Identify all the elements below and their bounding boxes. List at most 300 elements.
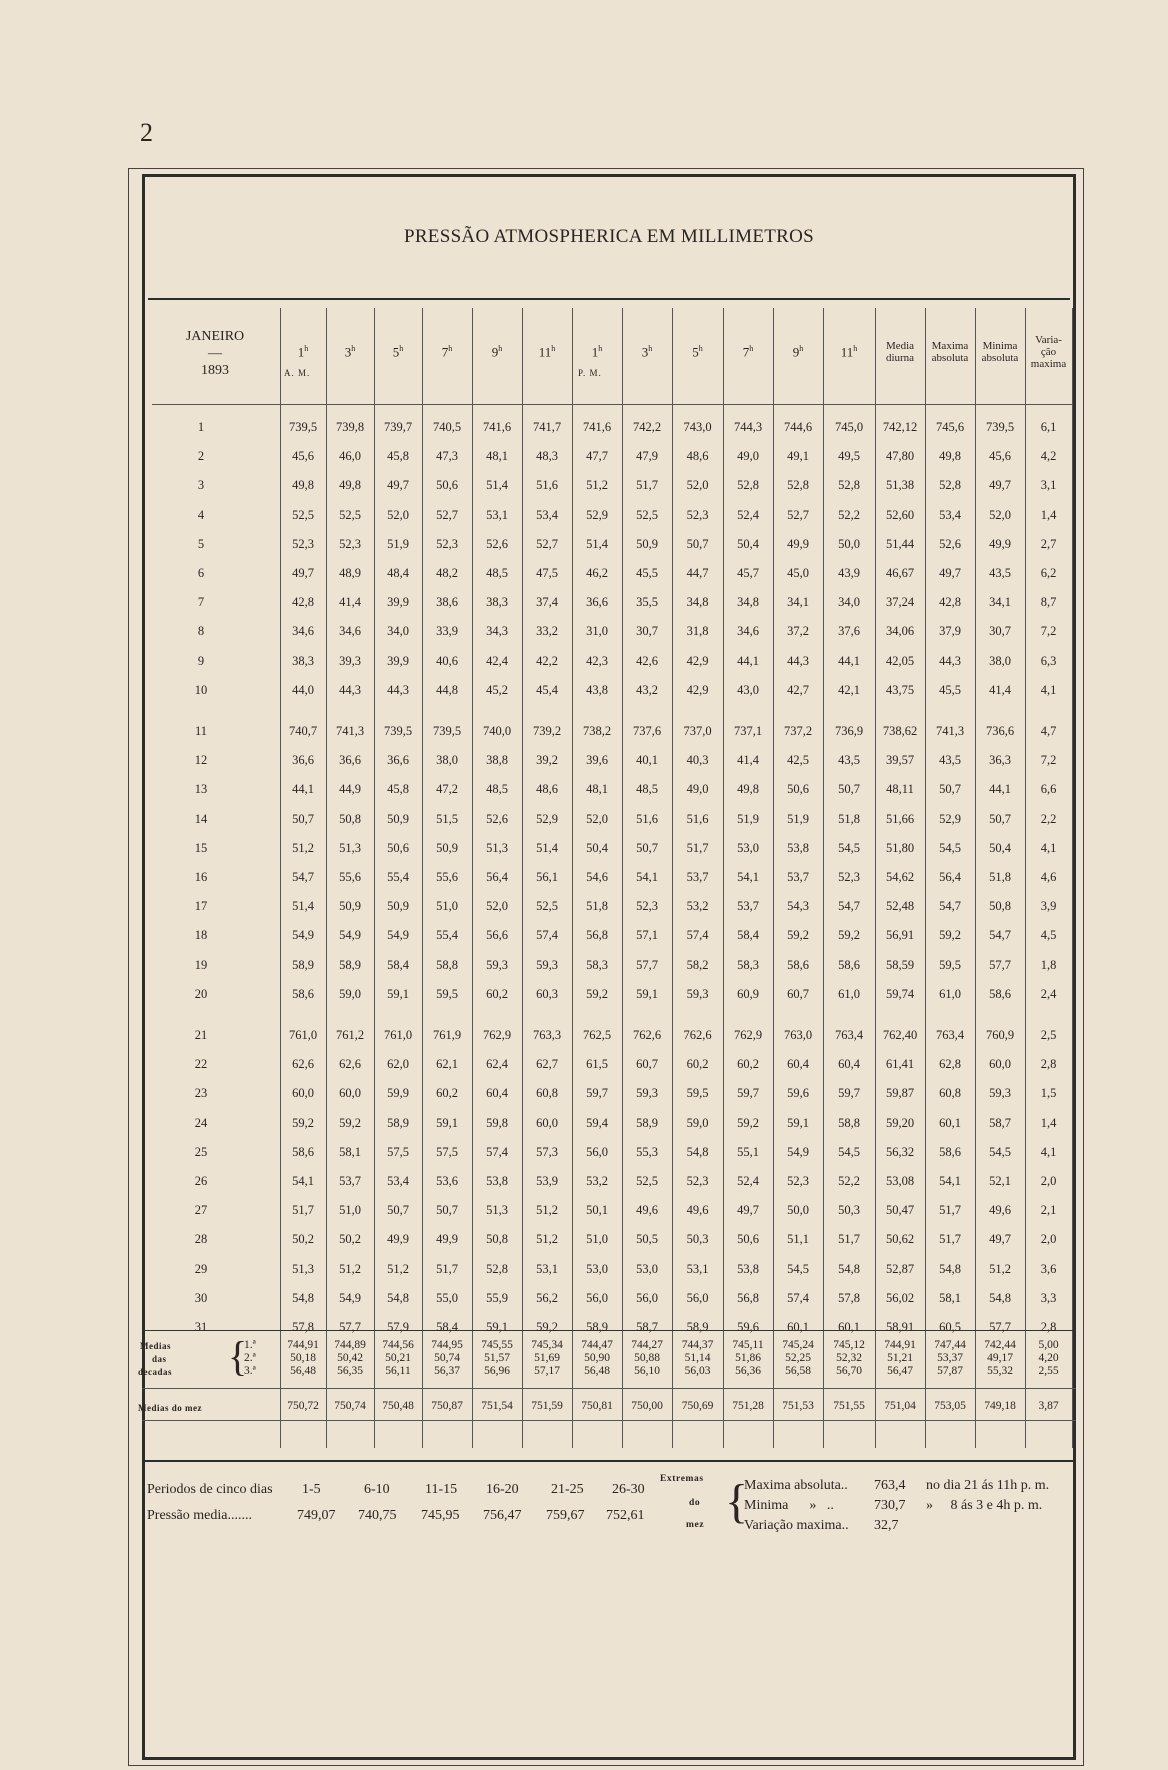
table-cell: 52,6 xyxy=(486,536,508,551)
table-cell: 42,5 xyxy=(787,753,809,768)
table-cell: 49,8 xyxy=(339,478,361,493)
table-cell: 761,0 xyxy=(288,1028,318,1042)
table-cell: 50,7 xyxy=(636,840,658,855)
table-cell: 53,4 xyxy=(939,507,961,522)
table-cell: 50,0 xyxy=(838,536,860,551)
month-mean-cell: 753,05 xyxy=(934,1400,966,1412)
header-media-diurna xyxy=(875,300,925,404)
table-cell: 7,2 xyxy=(1040,753,1057,768)
day-number: 30 xyxy=(194,1290,208,1305)
table-cell: 4,6 xyxy=(1040,870,1057,884)
table-cell: 60,0 xyxy=(292,1086,314,1101)
table-cell: 41,4 xyxy=(737,753,759,768)
table-cell: 42,7 xyxy=(787,682,809,697)
table-cell: 56,0 xyxy=(586,1290,608,1305)
table-cell: 52,7 xyxy=(436,507,458,522)
table-cell: 58,8 xyxy=(436,957,458,972)
table-cell: 58,9 xyxy=(292,957,314,972)
day-number: 13 xyxy=(194,782,208,797)
decade-mean-cell: 50,21 xyxy=(385,1352,411,1364)
table-cell: 55,6 xyxy=(339,870,361,884)
day-number: 26 xyxy=(194,1174,208,1188)
table-cell: 49,7 xyxy=(989,478,1011,493)
header-minima-absoluta xyxy=(975,300,1025,404)
table-cell: 3,3 xyxy=(1040,1290,1057,1305)
table-cell: 42,3 xyxy=(586,653,608,668)
table-cell: 53,4 xyxy=(536,507,558,522)
table-cell: 62,1 xyxy=(436,1057,458,1072)
day-number: 18 xyxy=(194,928,208,943)
table-cell: 737,0 xyxy=(683,724,712,738)
table-cell: 51,1 xyxy=(787,1232,809,1247)
table-cell: 52,9 xyxy=(586,507,608,522)
decade-mean-cell: 57,17 xyxy=(534,1365,560,1377)
day-number: 1 xyxy=(197,420,205,434)
table-cell: 52,9 xyxy=(939,811,961,826)
table-cell: 52,60 xyxy=(885,507,915,522)
column-header-hour xyxy=(723,300,773,404)
table-cell: 54,5 xyxy=(939,840,961,855)
table-cell: 39,6 xyxy=(586,753,608,768)
decade-mean-cell: 51,14 xyxy=(684,1352,711,1364)
table-cell: 741,3 xyxy=(335,724,365,738)
table-cell: 49,0 xyxy=(737,449,759,464)
table-cell: 59,1 xyxy=(636,986,658,1001)
table-cell: 52,8 xyxy=(486,1261,508,1276)
table-cell: 58,6 xyxy=(787,957,809,972)
day-number: 28 xyxy=(194,1232,208,1247)
table-cell: 59,2 xyxy=(339,1115,361,1130)
table-cell: 2,5 xyxy=(1040,1028,1057,1042)
decade-mean-cell: 744,37 xyxy=(681,1339,714,1351)
table-cell: 50,8 xyxy=(339,811,361,826)
day-number: 14 xyxy=(194,811,208,826)
table-cell: 51,9 xyxy=(737,811,759,826)
table-cell: 52,6 xyxy=(939,536,961,551)
table-title: PRESSÃO ATMOSPHERICA EM MILLIMETROS xyxy=(403,226,815,247)
table-cell: 58,6 xyxy=(292,986,314,1001)
table-cell: 57,4 xyxy=(536,928,558,943)
extreme-value: 32,7 xyxy=(874,1518,899,1533)
table-cell: 57,7 xyxy=(636,957,658,972)
table-cell: 50,3 xyxy=(686,1232,709,1247)
table-cell: 6,6 xyxy=(1040,782,1057,797)
decade-label-line: Medias xyxy=(140,1341,171,1351)
decade-mean-cell: 56,35 xyxy=(337,1365,363,1377)
table-cell: 49,8 xyxy=(737,782,759,797)
table-cell: 51,8 xyxy=(989,870,1011,884)
table-cell: 36,3 xyxy=(989,753,1011,768)
table-cell: 52,2 xyxy=(838,1174,860,1188)
table-cell: 51,80 xyxy=(885,840,915,855)
decade-mean-cell: 56,37 xyxy=(434,1365,460,1377)
decade-mean-cell: 747,44 xyxy=(934,1339,966,1351)
table-cell: 42,9 xyxy=(686,653,709,668)
table-cell: 57,5 xyxy=(436,1144,458,1159)
table-cell: 45,0 xyxy=(787,566,809,580)
table-cell: 51,2 xyxy=(536,1203,558,1218)
table-cell: 46,2 xyxy=(586,566,608,580)
table-cell: 36,6 xyxy=(586,595,608,610)
table-cell: 52,8 xyxy=(737,478,759,493)
table-cell: 52,8 xyxy=(838,478,860,493)
table-cell: 50,9 xyxy=(339,899,361,914)
table-cell: 39,9 xyxy=(387,595,409,610)
header-media-diurna-line: diurna xyxy=(885,352,915,364)
table-cell: 51,6 xyxy=(686,811,709,826)
table-cell: 39,9 xyxy=(387,653,409,668)
table-cell: 53,7 xyxy=(339,1174,361,1188)
table-cell: 50,6 xyxy=(737,1232,759,1247)
table-cell: 4,7 xyxy=(1040,724,1057,738)
table-cell: 57,8 xyxy=(838,1290,860,1305)
table-cell: 56,0 xyxy=(636,1290,658,1305)
table-cell: 60,2 xyxy=(737,1057,759,1072)
table-cell: 59,3 xyxy=(686,986,709,1001)
table-cell: 59,2 xyxy=(939,928,961,943)
table-cell: 51,2 xyxy=(339,1261,361,1276)
month-mean-cell: 750,74 xyxy=(334,1400,366,1412)
table-cell: 49,7 xyxy=(292,566,314,580)
table-cell: 54,9 xyxy=(787,1144,809,1159)
table-cell: 57,1 xyxy=(636,928,658,943)
table-cell: 51,3 xyxy=(486,840,508,855)
month-bottom-rule xyxy=(142,1420,1076,1421)
table-cell: 43,2 xyxy=(636,682,658,697)
header-minima-absoluta-line: Minima xyxy=(982,340,1018,352)
hour-label: 7$^h$ xyxy=(742,343,754,360)
table-cell: 34,0 xyxy=(838,595,860,610)
table-cell: 51,66 xyxy=(885,811,915,826)
table-cell: 62,8 xyxy=(939,1057,961,1072)
column-header-hour xyxy=(326,300,374,404)
header-maxima-absoluta-line: Maxima xyxy=(931,340,969,352)
table-cell: 50,7 xyxy=(292,811,314,826)
table-cell: 51,4 xyxy=(536,840,558,855)
table-cell: 49,9 xyxy=(989,536,1011,551)
table-cell: 3,1 xyxy=(1040,478,1057,493)
decade-mean-cell: 57,87 xyxy=(937,1365,963,1377)
table-cell: 50,8 xyxy=(486,1232,508,1247)
header-variacao-maxima-line: maxima xyxy=(1030,358,1067,370)
column-header-hour xyxy=(622,300,672,404)
table-cell: 50,9 xyxy=(387,899,409,914)
period-pressure: 756,47 xyxy=(483,1508,522,1523)
table-cell: 744,3 xyxy=(733,420,763,434)
table-cell: 50,7 xyxy=(838,782,860,797)
table-cell: 52,5 xyxy=(636,507,658,522)
hour-label: 5$^h$ xyxy=(392,343,404,360)
table-cell: 57,8 xyxy=(292,1320,314,1334)
table-cell: 58,2 xyxy=(686,957,709,972)
table-cell: 56,91 xyxy=(885,928,915,943)
table-cell: 737,6 xyxy=(632,724,662,738)
table-cell: 48,6 xyxy=(686,449,709,464)
table-cell: 4,1 xyxy=(1040,682,1057,697)
table-cell: 58,3 xyxy=(737,957,759,972)
extreme-name: Minima » .. xyxy=(744,1498,834,1513)
header-maxima-absoluta-line: absoluta xyxy=(931,352,969,364)
table-cell: 53,4 xyxy=(387,1174,409,1188)
decade-mean-cell: 56,58 xyxy=(785,1365,811,1377)
table-cell: 57,3 xyxy=(536,1144,558,1159)
day-number: 22 xyxy=(194,1057,208,1072)
table-cell: 34,6 xyxy=(292,624,314,639)
table-cell: 49,8 xyxy=(292,478,314,493)
column-header-hour xyxy=(572,300,622,404)
day-number: 9 xyxy=(197,653,205,668)
extremes-label-1: Extremas xyxy=(660,1474,704,1484)
table-cell: 1,4 xyxy=(1040,1115,1057,1130)
table-cell: 62,6 xyxy=(339,1057,361,1072)
table-cell: 59,6 xyxy=(787,1086,809,1101)
table-cell: 52,0 xyxy=(387,507,409,522)
table-cell: 52,4 xyxy=(737,507,759,522)
day-number: 29 xyxy=(194,1261,208,1276)
table-cell: 30,7 xyxy=(989,624,1011,639)
month-mean-cell: 750,87 xyxy=(431,1400,463,1412)
table-cell: 50,7 xyxy=(387,1203,409,1218)
table-cell: 48,1 xyxy=(486,449,508,464)
table-cell: 52,0 xyxy=(989,507,1011,522)
table-cell: 48,4 xyxy=(387,566,409,580)
table-cell: 58,91 xyxy=(885,1320,915,1334)
table-cell: 59,1 xyxy=(387,986,409,1001)
table-cell: 51,6 xyxy=(636,811,658,826)
table-cell: 52,2 xyxy=(838,507,860,522)
table-cell: 31,8 xyxy=(686,624,709,639)
period-pressure: 749,07 xyxy=(297,1508,336,1523)
table-cell: 54,1 xyxy=(636,870,658,884)
table-cell: 52,3 xyxy=(292,536,314,551)
decade-mean-cell: 744,95 xyxy=(431,1339,463,1351)
decade-mean-cell: 52,25 xyxy=(785,1352,811,1364)
column-header-hour xyxy=(280,300,326,404)
table-cell: 744,6 xyxy=(783,420,813,434)
table-cell: 61,0 xyxy=(838,986,860,1001)
table-cell: 51,7 xyxy=(939,1203,961,1218)
table-cell: 3,9 xyxy=(1040,899,1057,914)
table-cell: 741,3 xyxy=(935,724,965,738)
table-cell: 59,0 xyxy=(339,986,361,1001)
table-cell: 53,1 xyxy=(536,1261,558,1276)
table-cell: 51,0 xyxy=(436,899,458,914)
hour-label: 3$^h$ xyxy=(641,343,653,360)
decade-mean-cell: 56,36 xyxy=(735,1365,761,1377)
table-cell: 50,9 xyxy=(387,811,409,826)
table-cell: 51,4 xyxy=(586,536,608,551)
decade-mean-cell: 5,00 xyxy=(1038,1339,1059,1351)
day-number: 31 xyxy=(194,1320,208,1334)
table-cell: 54,8 xyxy=(387,1290,409,1305)
table-cell: 38,8 xyxy=(486,753,508,768)
table-cell: 55,9 xyxy=(486,1290,508,1305)
table-cell: 53,0 xyxy=(586,1261,608,1276)
table-cell: 53,08 xyxy=(885,1174,915,1188)
month-mean-cell: 750,69 xyxy=(681,1400,714,1412)
table-cell: 58,6 xyxy=(939,1144,961,1159)
decade-mean-cell: 744,89 xyxy=(334,1339,366,1351)
table-cell: 50,6 xyxy=(436,478,458,493)
table-cell: 44,1 xyxy=(292,782,314,797)
table-cell: 50,47 xyxy=(885,1203,915,1218)
table-cell: 48,5 xyxy=(486,782,508,797)
decade-mean-cell: 50,90 xyxy=(584,1352,610,1364)
table-cell: 48,6 xyxy=(536,782,558,797)
table-cell: 741,6 xyxy=(482,420,512,434)
table-cell: 61,41 xyxy=(885,1057,915,1072)
table-cell: 763,4 xyxy=(834,1028,864,1042)
table-cell: 37,9 xyxy=(939,624,961,639)
header-variacao-maxima-line: Varia- xyxy=(1035,334,1062,346)
table-cell: 51,7 xyxy=(292,1203,314,1218)
table-cell: 2,0 xyxy=(1040,1232,1057,1247)
table-cell: 49,7 xyxy=(387,478,409,493)
table-cell: 54,8 xyxy=(292,1290,314,1305)
table-cell: 49,9 xyxy=(787,536,809,551)
table-cell: 739,5 xyxy=(288,420,318,434)
table-cell: 60,2 xyxy=(686,1057,709,1072)
table-cell: 51,6 xyxy=(536,478,558,493)
decade-ordinal: 3.ª xyxy=(244,1365,256,1377)
day-number: 17 xyxy=(194,899,208,914)
table-cell: 51,2 xyxy=(292,840,314,855)
period-pressure: 752,61 xyxy=(606,1508,645,1523)
table-cell: 62,6 xyxy=(292,1057,314,1072)
table-cell: 60,5 xyxy=(939,1320,961,1334)
table-cell: 2,4 xyxy=(1040,986,1057,1001)
table-cell: 46,0 xyxy=(339,449,361,464)
table-cell: 49,6 xyxy=(636,1203,658,1218)
table-cell: 59,2 xyxy=(536,1320,558,1334)
table-cell: 48,2 xyxy=(436,566,458,580)
table-cell: 56,1 xyxy=(536,870,558,884)
table-cell: 59,3 xyxy=(636,1086,658,1101)
table-cell: 761,2 xyxy=(335,1028,365,1042)
column-header-hour xyxy=(773,300,823,404)
table-cell: 44,0 xyxy=(292,682,314,697)
table-cell: 39,2 xyxy=(536,753,558,768)
table-cell: 53,8 xyxy=(486,1174,508,1188)
table-cell: 60,8 xyxy=(939,1086,961,1101)
decade-mean-cell: 745,11 xyxy=(732,1339,764,1351)
table-cell: 50,7 xyxy=(939,782,961,797)
table-cell: 38,3 xyxy=(486,595,508,610)
table-cell: 739,5 xyxy=(985,420,1015,434)
table-cell: 49,7 xyxy=(989,1232,1011,1247)
day-number: 19 xyxy=(194,957,208,972)
table-cell: 55,0 xyxy=(436,1290,458,1305)
table-cell: 52,3 xyxy=(838,870,860,884)
table-cell: 34,1 xyxy=(787,595,809,610)
footer-rule-top xyxy=(142,1460,1076,1462)
table-cell: 50,3 xyxy=(838,1203,860,1218)
table-cell: 59,20 xyxy=(885,1115,915,1130)
table-cell: 58,7 xyxy=(636,1320,658,1334)
table-cell: 54,7 xyxy=(939,899,961,914)
table-cell: 763,0 xyxy=(783,1028,813,1042)
extreme-value: 763,4 xyxy=(874,1478,906,1493)
table-cell: 34,3 xyxy=(486,624,508,639)
table-cell: 35,5 xyxy=(636,595,658,610)
decade-mean-cell: 53,37 xyxy=(937,1352,963,1364)
extreme-note: no dia 21 ás 11h p. m. xyxy=(926,1478,1050,1493)
table-cell: 49,0 xyxy=(686,782,709,797)
table-cell: 52,5 xyxy=(292,507,314,522)
table-cell: 57,7 xyxy=(339,1320,361,1334)
extremes-label-3: mez xyxy=(686,1520,705,1530)
table-cell: 760,9 xyxy=(985,1028,1015,1042)
table-cell: 39,3 xyxy=(339,653,361,668)
table-cell: 57,4 xyxy=(486,1144,508,1159)
day-number: 24 xyxy=(194,1115,208,1130)
table-cell: 50,1 xyxy=(586,1203,608,1218)
table-cell: 53,1 xyxy=(686,1261,709,1276)
table-cell: 60,1 xyxy=(939,1115,961,1130)
table-cell: 58,6 xyxy=(292,1144,314,1159)
decade-mean-cell: 56,48 xyxy=(290,1365,316,1377)
table-cell: 56,2 xyxy=(536,1290,558,1305)
table-cell: 48,3 xyxy=(536,449,558,464)
day-number: 15 xyxy=(194,840,208,855)
table-cell: 52,9 xyxy=(536,811,558,826)
table-cell: 761,0 xyxy=(383,1028,413,1042)
table-cell: 52,4 xyxy=(737,1174,759,1188)
period-range: 1-5 xyxy=(302,1482,321,1497)
table-cell: 59,5 xyxy=(436,986,458,1001)
month-year: 1893 xyxy=(201,363,229,378)
table-cell: 56,8 xyxy=(586,928,608,943)
table-cell: 736,6 xyxy=(985,724,1015,738)
table-cell: 55,4 xyxy=(387,870,409,884)
table-cell: 42,8 xyxy=(292,595,314,610)
table-cell: 50,7 xyxy=(436,1203,458,1218)
table-cell: 40,6 xyxy=(436,653,458,668)
table-cell: 34,6 xyxy=(339,624,361,639)
table-cell: 44,8 xyxy=(436,682,458,697)
table-cell: 59,2 xyxy=(586,986,608,1001)
table-cell: 40,3 xyxy=(686,753,709,768)
table-cell: 42,4 xyxy=(486,653,508,668)
table-cell: 45,5 xyxy=(939,682,961,697)
table-cell: 36,6 xyxy=(339,753,361,768)
day-number: 11 xyxy=(194,724,208,738)
table-cell: 51,3 xyxy=(292,1261,314,1276)
table-cell: 55,4 xyxy=(436,928,458,943)
table-cell: 62,0 xyxy=(387,1057,409,1072)
table-cell: 2,1 xyxy=(1040,1203,1057,1218)
table-cell: 4,5 xyxy=(1040,928,1057,943)
extreme-name: Variação maxima.. xyxy=(744,1518,849,1533)
table-cell: 42,2 xyxy=(536,653,558,668)
table-cell: 49,9 xyxy=(387,1232,409,1247)
extreme-value: 730,7 xyxy=(874,1498,906,1513)
table-cell: 59,2 xyxy=(737,1115,759,1130)
table-cell: 54,3 xyxy=(787,899,809,914)
table-cell: 41,4 xyxy=(339,595,361,610)
table-cell: 47,3 xyxy=(436,449,458,464)
table-cell: 59,3 xyxy=(536,957,558,972)
hour-label: 9$^h$ xyxy=(491,343,503,360)
decade-mean-cell: 744,91 xyxy=(287,1339,319,1351)
table-cell: 34,8 xyxy=(686,595,709,610)
table-cell: 54,8 xyxy=(939,1261,961,1276)
table-cell: 49,7 xyxy=(939,566,961,580)
table-cell: 49,5 xyxy=(838,449,860,464)
column-header-hour xyxy=(522,300,572,404)
table-cell: 55,1 xyxy=(737,1144,759,1159)
table-cell: 59,7 xyxy=(838,1086,860,1101)
